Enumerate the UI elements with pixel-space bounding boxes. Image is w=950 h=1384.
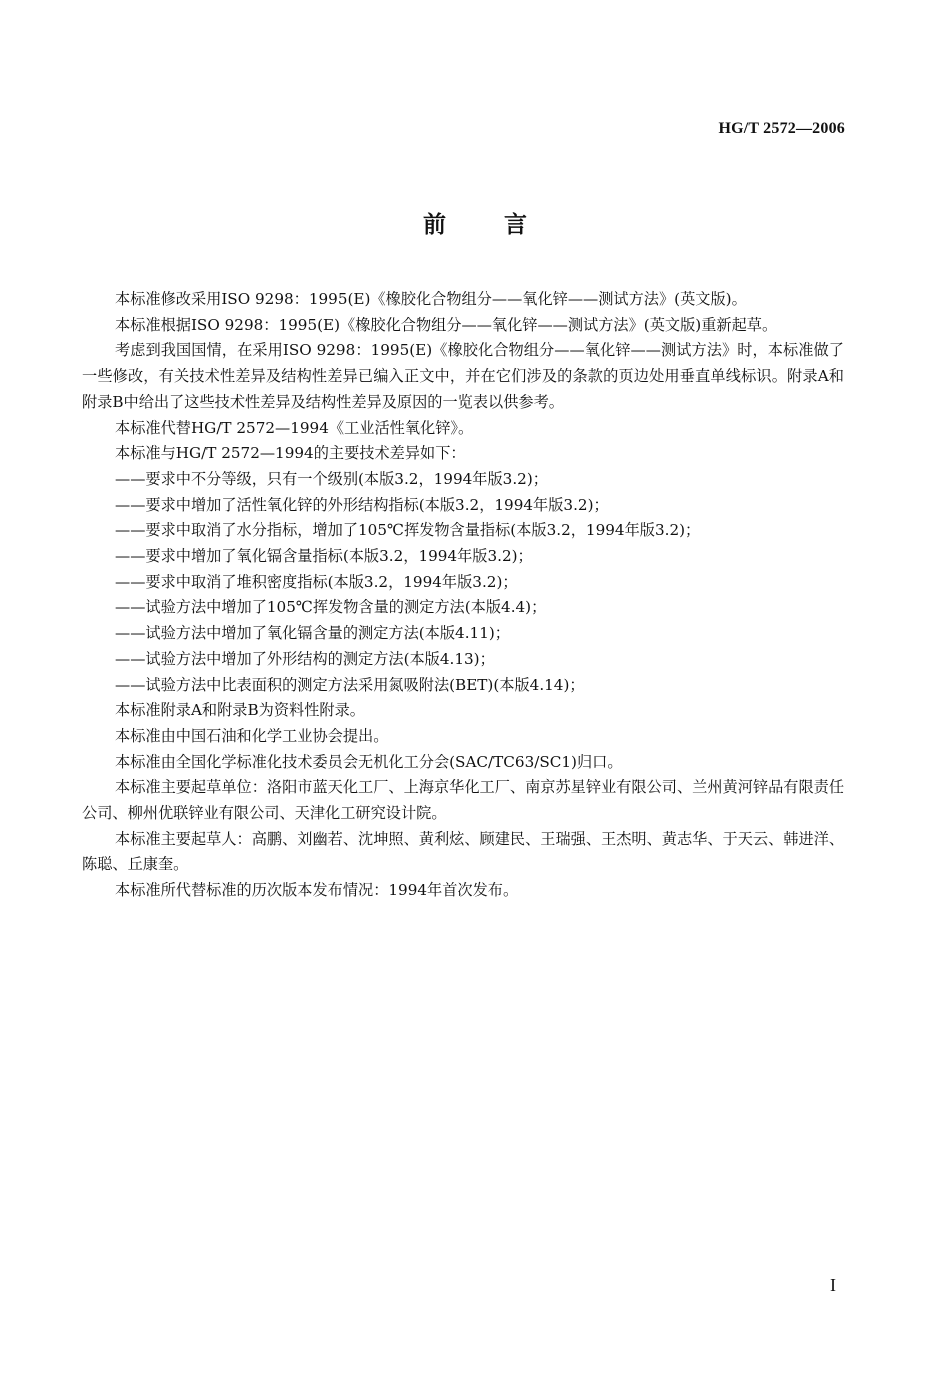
paragraph-proposed-by: 本标准由中国石油和化学工业协会提出。 xyxy=(115,726,389,745)
difference-item: ——试验方法中增加了氧化镉含量的测定方法(本版4.11)； xyxy=(115,624,510,643)
difference-item: ——要求中取消了堆积密度指标(本版3.2，1994年版3.2)； xyxy=(115,572,518,591)
difference-item: ——要求中增加了活性氧化锌的外形结构指标(本版3.2，1994年版3.2)； xyxy=(115,495,609,514)
paragraph-appendix: 本标准附录A和附录B为资料性附录。 xyxy=(115,701,365,720)
paragraph-drafting-units: 本标准主要起草单位：洛阳市蓝天化工厂、上海京华化工厂、南京苏星锌业有限公司、兰州黄河锌品有限责任公司、柳州优联锌业有限公司、天津化工研究设计院。 xyxy=(82,778,844,823)
difference-item: ——要求中不分等级，只有一个级别(本版3.2，1994年版3.2)； xyxy=(115,469,548,488)
paragraph-under-jurisdiction: 本标准由全国化学标准化技术委员会无机化工分会(SAC/TC63/SC1)归口。 xyxy=(115,752,623,771)
paragraph-basis: 本标准根据ISO 9298：1995(E)《橡胶化合物组分——氧化锌——测试方法》(英文版)重新起草。 xyxy=(115,315,778,334)
paragraph-history: 本标准所代替标准的历次版本发布情况：1994年首次发布。 xyxy=(115,881,519,900)
difference-item: ——要求中取消了水分指标，增加了105℃挥发物含量指标(本版3.2，1994年版3.2)； xyxy=(115,521,701,540)
paragraph-modifications: 考虑到我国国情，在采用ISO 9298：1995(E)《橡胶化合物组分——氧化锌——测试方法》时，本标准做了一些修改，有关技术性差异及结构性差异已编入正文中，并在它们涉及的条款的页边处用垂直单线标识。附录A和附录B中给出了这些技术性差异及结构性差异及原因的一览表以供参考。 xyxy=(82,341,844,411)
paragraph-replaces: 本标准代替HG/T 2572—1994《工业活性氧化锌》。 xyxy=(115,418,474,437)
paragraph-drafters: 本标准主要起草人：高鹏、刘幽若、沈坤照、黄利炫、顾建民、王瑞强、王杰明、黄志华、于天云、韩进洋、陈聪、丘康奎。 xyxy=(82,829,844,874)
difference-item: ——要求中增加了氧化镉含量指标(本版3.2，1994年版3.2)； xyxy=(115,547,533,566)
difference-item: ——试验方法中增加了外形结构的测定方法(本版4.13)； xyxy=(115,649,495,668)
page-title: 前言 xyxy=(423,212,585,238)
paragraph-adoption: 本标准修改采用ISO 9298：1995(E)《橡胶化合物组分——氧化锌——测试方法》(英文版)。 xyxy=(115,290,747,308)
difference-item: ——试验方法中比表面积的测定方法采用氮吸附法(BET)(本版4.14)； xyxy=(115,675,585,694)
document-body xyxy=(82,287,844,904)
page-number: I xyxy=(830,1275,836,1295)
difference-item: ——试验方法中增加了105℃挥发物含量的测定方法(本版4.4)； xyxy=(115,598,547,617)
paragraph-differences-intro: 本标准与HG/T 2572—1994的主要技术差异如下： xyxy=(115,444,466,463)
standard-code: HG/T 2572—2006 xyxy=(718,120,845,137)
